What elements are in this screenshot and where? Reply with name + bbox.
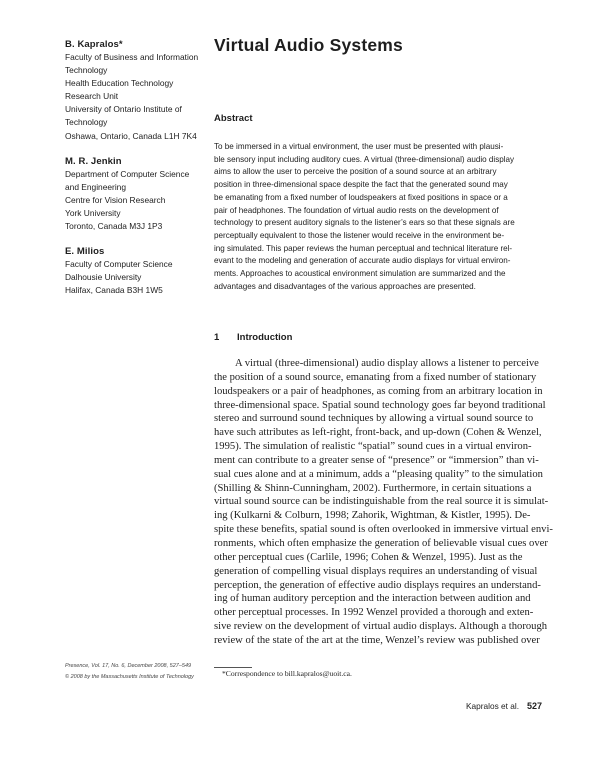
body-line: other perceptual cues (Carlile, 1996; Cohen & Wenzel, 1995). Just as the — [214, 551, 523, 563]
running-authors: Kapralos et al. — [466, 701, 520, 711]
author-name: M. R. Jenkin — [65, 155, 122, 167]
affiliation-line: Technology — [65, 65, 108, 76]
body-line: three-dimensional space. Spatial sound technology goes far beyond traditional — [214, 399, 546, 411]
author-name: E. Milios — [65, 246, 105, 258]
body-line: 1995). The simulation of realistic “spatial” sound cues in a virtual environ- — [214, 441, 532, 453]
affiliation-line: Oshawa, Ontario, Canada L1H 7K4 — [65, 130, 197, 141]
author-block — [65, 38, 213, 143]
body-line: ronments, which often emphasize the generation of believable visual cues over — [214, 537, 548, 549]
abstract-line: aims to allow the user to perceive the position of a sound source at an arbitrary — [214, 167, 497, 177]
section-number: 1 — [214, 332, 220, 343]
abstract-line: evant to the modeling and generation of accurate audio displays for virtual environ- — [214, 256, 511, 266]
body-line: sual cues alone and at a minimum, adds a “pleasing quality” to the simulation — [214, 468, 543, 480]
abstract-heading: Abstract — [214, 113, 253, 124]
body-line: other perceptual processes. In 1992 Wenzel provided a thorough and exten- — [214, 607, 534, 619]
section-title: Introduction — [237, 332, 293, 343]
journal-citation: Presence, Vol. 17, No. 6, December 2008, 527–549 — [65, 663, 192, 669]
body-line: loudspeakers or a pair of headphones, as coming from an arbitrary location in — [214, 385, 543, 397]
affiliation-line: Halifax, Canada B3H 1W5 — [65, 285, 163, 296]
abstract-line: technology to present auditory signals to the listener’s ears so that these signals are — [214, 218, 515, 228]
body-line: have such attributes as left-right, front-back, and up-down (Cohen & Wenzel, — [214, 427, 542, 439]
affiliation-line: Health Education Technology — [65, 78, 174, 89]
abstract-line: ble sensory input including auditory cues. A virtual (three-dimensional) audio display — [214, 154, 515, 164]
page-footer — [466, 701, 542, 711]
body-line: stereo and surround sound techniques by allowing a virtual sound source to — [214, 413, 534, 425]
affiliation-line: Centre for Vision Research — [65, 194, 166, 205]
affiliation-line: University of Ontario Institute of — [65, 104, 182, 115]
author-block — [65, 155, 213, 233]
abstract-body — [214, 141, 554, 293]
body-text — [214, 357, 560, 648]
body-line: ment can contribute to a greater sense of “presence” or “immersion” than vi- — [214, 454, 539, 466]
affiliation-line: and Engineering — [65, 181, 127, 192]
paper-title: Virtual Audio Systems — [214, 35, 403, 55]
affiliation-line: Research Unit — [65, 91, 119, 102]
abstract-line: advantages and disadvantages of the various approaches are presented. — [214, 281, 476, 291]
abstract-line: ments. Approaches to acoustical environment simulation are summarized and the — [214, 269, 506, 279]
body-line: the position of a sound source, emanating from a fixed number of stationary — [214, 371, 537, 383]
body-line: ing of human auditory perception and the interaction between audition and — [214, 593, 531, 605]
affiliation-line: Faculty of Business and Information — [65, 52, 199, 62]
body-line: virtual sound source can be indistinguishable from the real source it is simulat- — [214, 496, 549, 508]
body-line: (Shilling & Shinn-Cunningham, 2002). Furthermore, in certain situations a — [214, 482, 532, 494]
author-block — [65, 245, 213, 297]
affiliation-line: York University — [65, 207, 121, 218]
copyright-notice: © 2008 by the Massachusetts Institute of Technology — [65, 674, 194, 680]
author-sidebar — [65, 38, 213, 309]
abstract-line: perceptually equivalent to those the listener would receive in the environment be- — [214, 230, 505, 240]
section-heading — [214, 332, 292, 343]
body-line: ing (Kulkarni & Colburn, 1998; Zahorik, Wightman, & Kistler, 1995). De- — [214, 510, 531, 522]
footnote: *Correspondence to bill.kapralos@uoit.ca. — [222, 669, 352, 678]
affiliation-line: Department of Computer Science — [65, 168, 190, 179]
body-line: generation of compelling visual displays requires an understanding of visual — [214, 565, 538, 577]
affiliation-line: Dalhousie University — [65, 272, 142, 283]
affiliation-line: Faculty of Computer Science — [65, 259, 173, 270]
footnote-rule — [214, 667, 252, 668]
abstract-line: pair of headphones. The foundation of virtual audio rests on the development of — [214, 205, 499, 215]
abstract-line: ing simulated. This paper reviews the human perceptual and technical literature rel- — [214, 243, 513, 253]
abstract-line: be emanating from a fixed number of loudspeakers at fixed positions in space or a — [214, 192, 508, 202]
body-line: perception, the generation of effective audio displays requires an understand- — [214, 579, 541, 591]
affiliation-line: Toronto, Canada M3J 1P3 — [65, 221, 163, 232]
affiliation-line: Technology — [65, 117, 108, 128]
abstract-line: To be immersed in a virtual environment, the user must be presented with plausi- — [214, 142, 504, 151]
body-line: sive review on the development of virtual audio displays. Although a thorough — [214, 621, 548, 633]
body-line: spite these benefits, spatial sound is often overlooked in immersive virtual envi- — [214, 524, 553, 536]
body-line: review of the state of the art at the time, Wenzel’s review was published over — [214, 634, 540, 646]
author-name: B. Kapralos* — [65, 39, 123, 50]
journal-info — [65, 661, 213, 683]
page-number: 527 — [527, 701, 543, 711]
body-line: A virtual (three-dimensional) audio display allows a listener to perceive — [235, 358, 539, 369]
abstract-line: position in three-dimensional space despite the fact that the generated sound may — [214, 180, 508, 190]
